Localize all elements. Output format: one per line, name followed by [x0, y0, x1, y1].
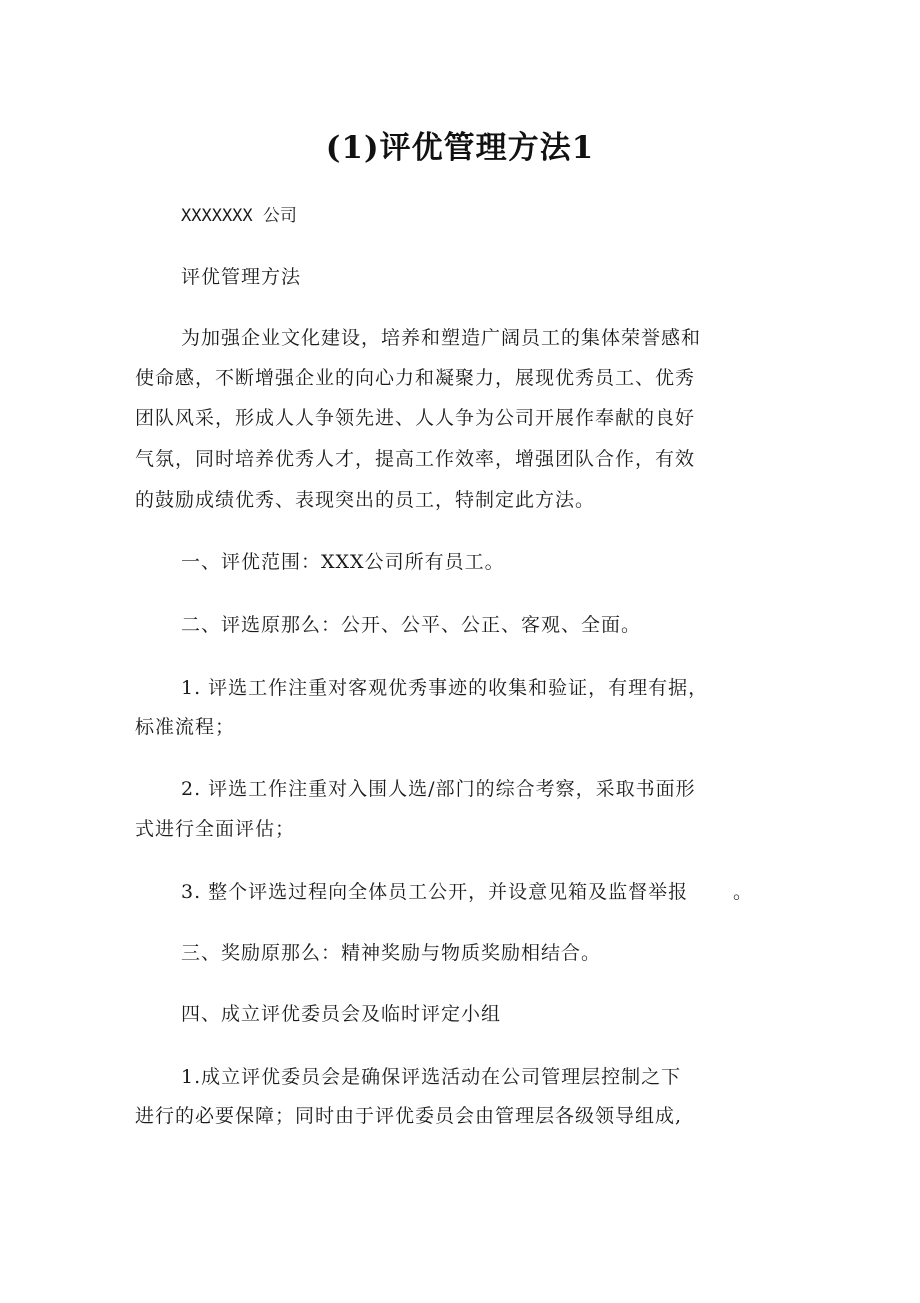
item-1-line-2: 标准流程；: [135, 716, 236, 738]
item-3-tail: 。: [733, 881, 754, 903]
item-4-line-1: 1.成立评优委员会是确保评选活动在公司管理层控制之下: [181, 1066, 682, 1088]
company-name: XXXXXXX 公司: [181, 206, 297, 226]
item-2-line-2: 式进行全面评估；: [135, 818, 296, 840]
item-3-line-1: 3. 整个评选过程向全体员工公开，并设意见箱及监督举报: [181, 881, 689, 903]
section-4-committee: 四、成立评优委员会及临时评定小组: [181, 1003, 502, 1025]
item-2-line-1: 2. 评选工作注重对入围人选/部门的综合考察，采取书面形: [181, 778, 696, 800]
intro-line-3: 团队风采，形成人人争领先进、人人争为公司开展作奉献的良好: [135, 407, 696, 429]
document-subtitle: 评优管理方法: [181, 266, 302, 288]
intro-line-2: 使命感，不断增强企业的向心力和凝聚力，展现优秀员工、优秀: [135, 367, 696, 389]
intro-line-1: 为加强企业文化建设，培养和塑造广阔员工的集体荣誉感和: [181, 327, 702, 349]
item-4-line-2: 进行的必要保障；同时由于评优委员会由管理层各级领导组成,: [135, 1105, 683, 1127]
section-2-principles: 二、评选原那么：公开、公平、公正、客观、全面。: [181, 614, 642, 636]
item-1-line-1: 1. 评选工作注重对客观优秀事迹的收集和验证，有理有据，: [181, 677, 709, 699]
intro-line-4: 气氛，同时培养优秀人才，提高工作效率，增强团队合作，有效: [135, 448, 696, 470]
section-1-scope: 一、评优范围：XXX公司所有员工。: [181, 551, 505, 573]
document-title: (1)评优管理方法1: [325, 130, 595, 166]
intro-line-5: 的鼓励成绩优秀、表现突出的员工，特制定此方法。: [135, 489, 596, 511]
section-3-rewards: 三、奖励原那么：精神奖励与物质奖励相结合。: [181, 942, 602, 964]
